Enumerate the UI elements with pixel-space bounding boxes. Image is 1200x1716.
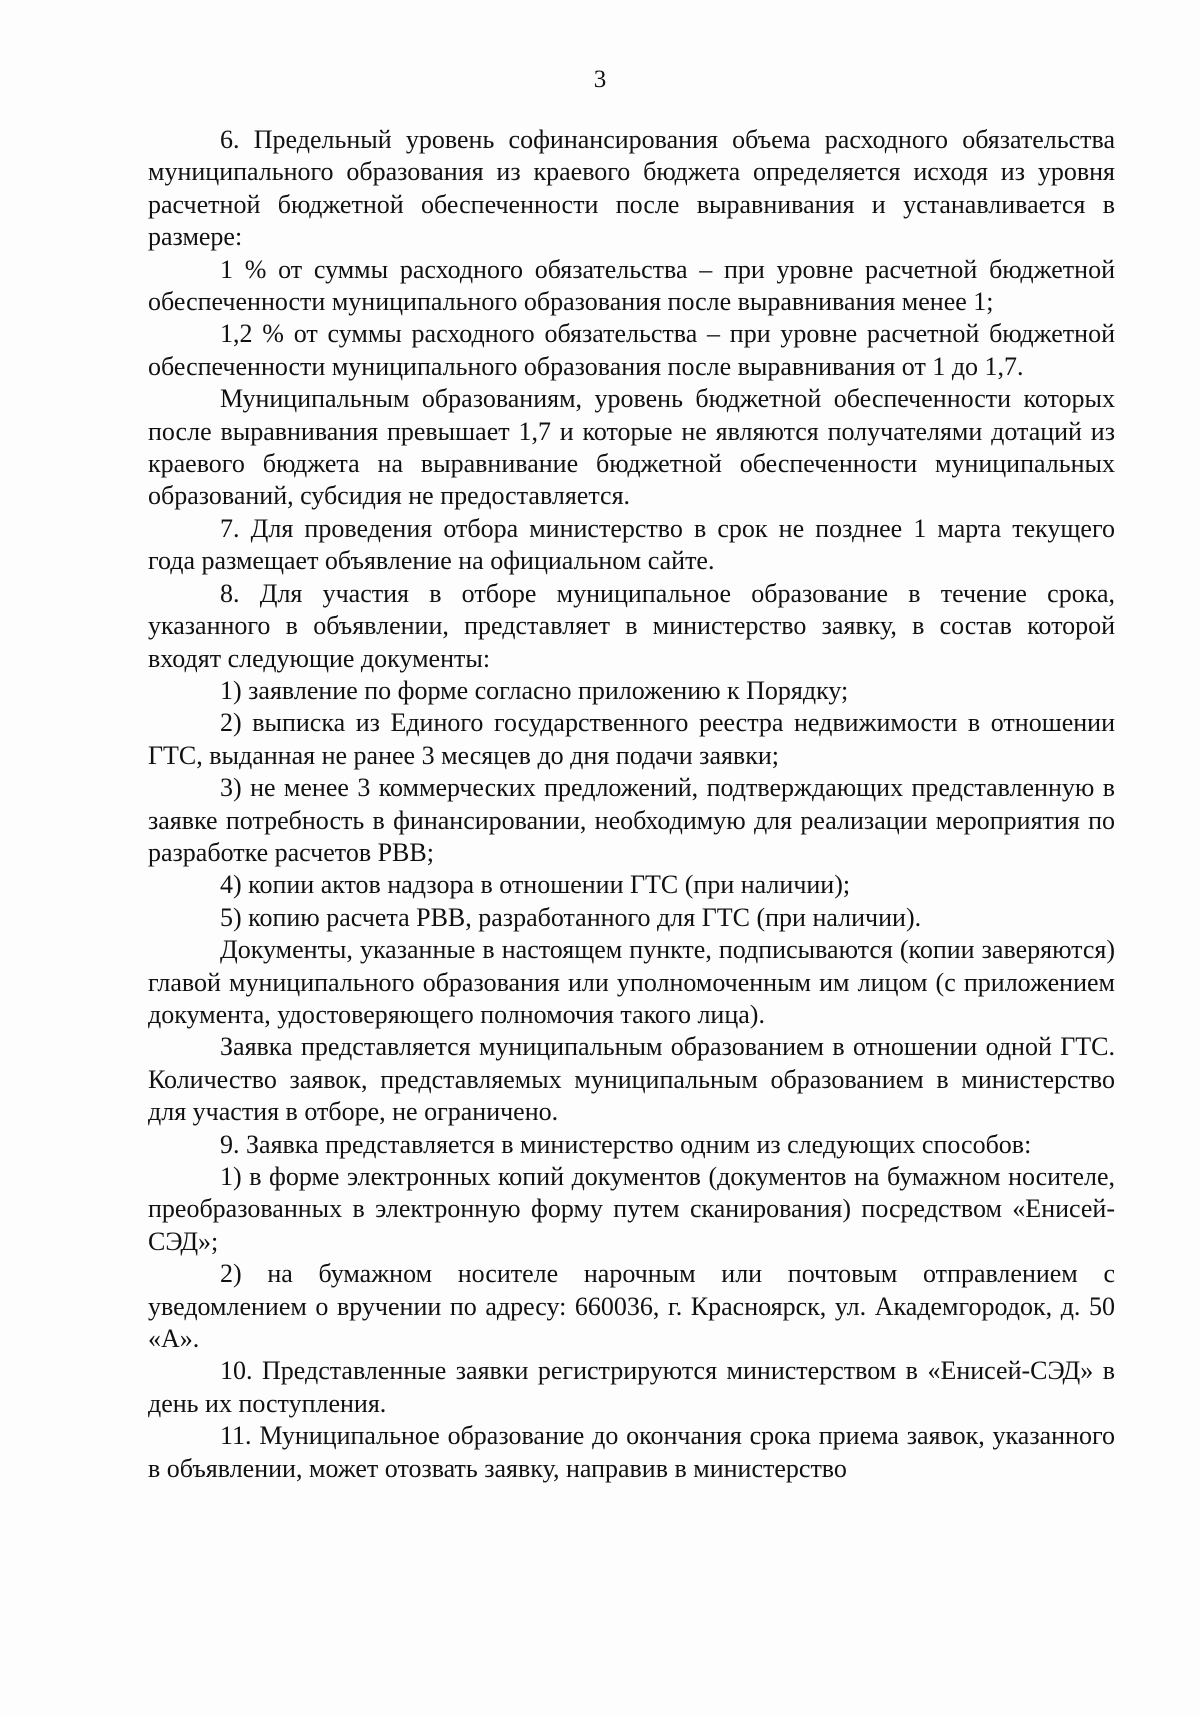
paragraph-8-item-2: 2) выписка из Единого государственного реестра недвижимости в отношении ГТС, выданная не ранее 3 месяцев до дня подачи заявки; — [148, 708, 1115, 770]
paragraph-8-single-gts: Заявка представляется муниципальным образованием в отношении одной ГТС. Количество заявок, представляемых муниципальным образованием в министерство для участия в отборе, не ограничено. — [148, 1032, 1115, 1127]
document-body — [148, 124, 1115, 1485]
paragraph-6-exception: Муниципальным образованиям, уровень бюджетной обеспеченности которых после выравнивания превышает 1,7 и которые не являются получателями дотаций из краевого бюджета на выравнивание бюджетной обеспеченности муниципальных образований, субсидия не предоставляется. — [148, 384, 1115, 511]
paragraph-9-item-1: 1) в форме электронных копий документов (документов на бумажном носителе, преобразованных в электронную форму путем сканирования) посредством «Енисей-СЭД»; — [148, 1162, 1115, 1256]
paragraph-10: 10. Представленные заявки регистрируются министерством в «Енисей-СЭД» в день их поступления. — [148, 1356, 1115, 1418]
paragraph-11: 11. Муниципальное образование до окончания срока приема заявок, указанного в объявлении, может отозвать заявку, направив в министерство — [148, 1421, 1115, 1483]
paragraph-8-item-1: 1) заявление по форме согласно приложению к Порядку; — [220, 675, 849, 705]
paragraph-8-item-3: 3) не менее 3 коммерческих предложений, подтверждающих представленную в заявке потребность в финансировании, необходимую для реализации мероприятия по разработке расчетов РВВ; — [148, 773, 1115, 867]
paragraph-7: 7. Для проведения отбора министерство в срок не позднее 1 марта текущего года размещает объявление на официальном сайте. — [148, 513, 1115, 576]
paragraph-8-item-5: 5) копию расчета РВВ, разработанного для ГТС (при наличии). — [220, 902, 922, 932]
paragraph-6: 6. Предельный уровень софинансирования объема расходного обязательства муниципального образования из краевого бюджета определяется исходя из уровня расчетной бюджетной обеспеченности после выравнивания и устанавливается в размере: — [148, 125, 1115, 252]
paragraph-6-rate-1-2: 1,2 % от суммы расходного обязательства – при уровне расчетной бюджетной обеспеченности муниципального образования после выравнивания от 1 до 1,7. — [148, 319, 1115, 381]
paragraph-8-signing: Документы, указанные в настоящем пункте, подписываются (копии заверяются) главой муниципального образования или уполномоченным им лицом (с приложением документа, удостоверяющего полномочия такого лица). — [148, 935, 1115, 1029]
page-number: 3 — [593, 66, 607, 93]
paragraph-9: 9. Заявка представляется в министерство одним из следующих способов: — [220, 1129, 1032, 1159]
paragraph-6-rate-1: 1 % от суммы расходного обязательства – при уровне расчетной бюджетной обеспеченности муниципального образования после выравнивания менее 1; — [148, 254, 1115, 317]
paragraph-8-item-4: 4) копии актов надзора в отношении ГТС (при наличии); — [220, 870, 851, 900]
paragraph-9-item-2: 2) на бумажном носителе нарочным или почтовым отправлением с уведомлением о вручении по адресу: 660036, г. Красноярск, ул. Академгородок, д. 50 «А». — [148, 1259, 1115, 1354]
paragraph-8: 8. Для участия в отборе муниципальное образование в течение срока, указанного в объявлении, представляет в министерство заявку, в состав которой входят следующие документы: — [148, 578, 1115, 673]
